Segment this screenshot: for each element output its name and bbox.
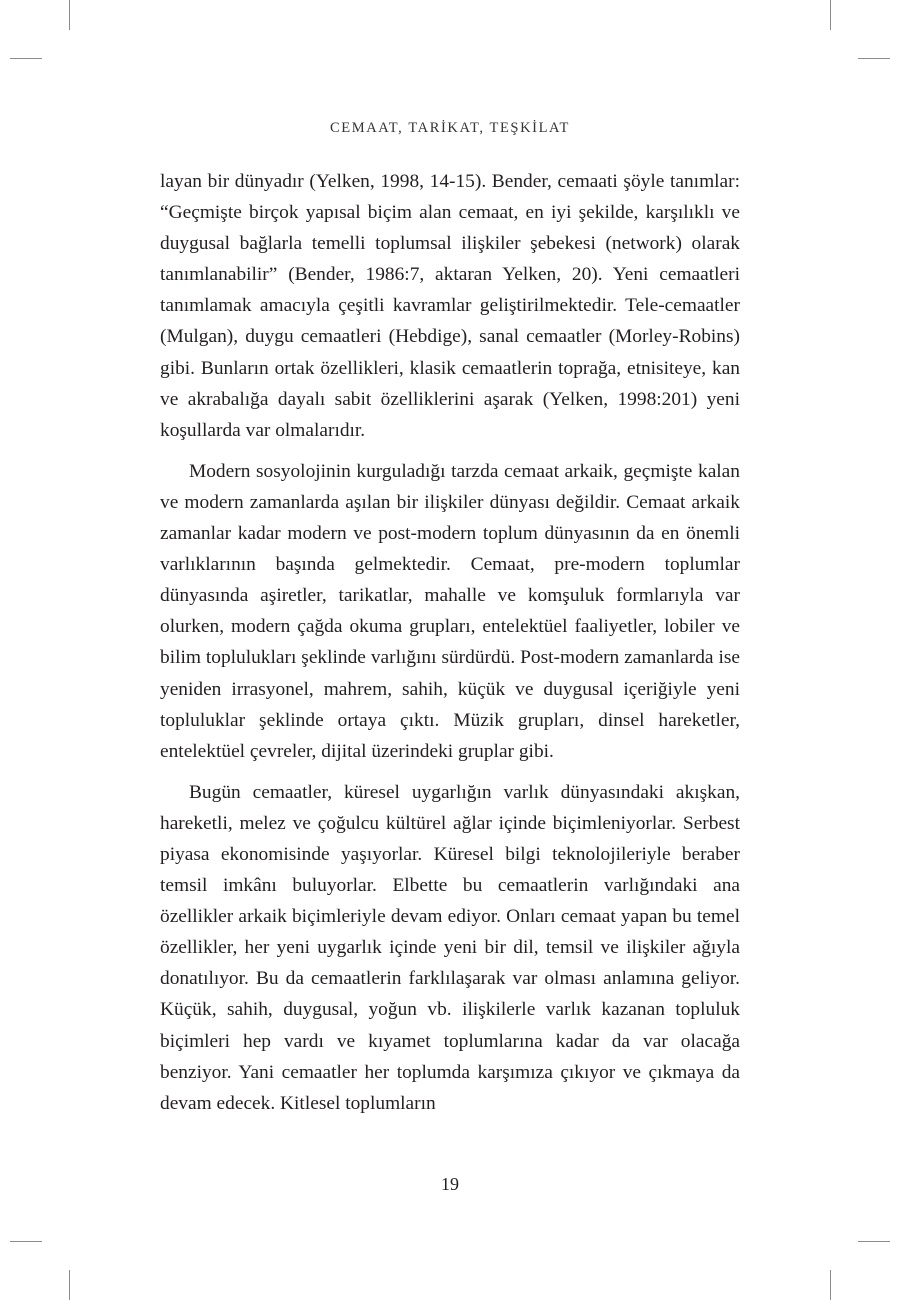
paragraph: Bugün cemaatler, küresel uygarlığın varlık dünyasındaki akışkan, hareketli, melez ve çoğulcu kültürel ağlar içinde biçimleniyorlar. Serbest piyasa ekonomisinde yaşıyorlar. Küresel bilgi teknolojileriyle beraber temsil imkânı buluyorlar. Elbette bu cemaatlerin varlığındaki ana özellikler arkaik biçimleriyle devam ediyor. Onları cemaat yapan bu temel özellikler, her yeni uygarlık içinde yeni bir dil, temsil ve ilişkiler ağıyla donatılıyor. Bu da cemaatlerin farklılaşarak var olması anlamına geliyor. Küçük, sahih, duygusal, yoğun vb. ilişkilerle varlık kazanan topluluk biçimleri hep vardı ve kıyamet toplumlarına kadar da var olacağa benziyor. Yani cemaatler her toplumda karşımıza çıkıyor ve çıkmaya da devam edecek. Kitlesel toplumların bbox=[160, 781, 740, 1114]
crop-mark-right-bottom bbox=[858, 1241, 890, 1242]
crop-mark-left-top bbox=[10, 58, 42, 59]
crop-mark-left-bottom bbox=[10, 1241, 42, 1242]
page-number: 19 bbox=[441, 1174, 459, 1194]
running-header: CEMAAT, TARİKAT, TEŞKİLAT bbox=[330, 120, 570, 136]
crop-mark-bottom-right bbox=[830, 1270, 831, 1300]
paragraph-continuation: layan bir dünyadır (Yelken, 1998, 14-15). Bender, cemaati şöyle tanımlar: “Geçmişte birçok yapısal biçim alan cemaat, en iyi şekilde, karşılıklı ve duygusal bağlarla temelli toplumsal ilişkiler şebekesi (network) olarak tanımlanabilir” (Bender, 1986:7, aktaran Yelken, 20). Yeni cemaatleri tanımlamak amacıyla çeşitli kavramlar geliştirilmektedir. Tele-cemaatler (Mulgan), duygu cemaatleri (Hebdige), sanal cemaatler (Morley-Robins) gibi. Bunların ortak özellikleri, klasik cemaatlerin toprağa, etnisiteye, kan ve akrabalığa dayalı sabit özelliklerini aşarak (Yelken, 1998:201) yeni koşullarda var olmalarıdır. bbox=[160, 171, 740, 441]
body-text bbox=[160, 166, 740, 1129]
crop-mark-right-top bbox=[858, 58, 890, 59]
crop-mark-bottom-left bbox=[69, 1270, 70, 1300]
paragraph: Modern sosyolojinin kurguladığı tarzda cemaat arkaik, geçmişte kalan ve modern zamanlarda aşılan bir ilişkiler dünyası değildir. Cemaat arkaik zamanlar kadar modern ve post-modern toplum dünyasının da en önemli varlıklarının başında gelmektedir. Cemaat, pre-modern toplumlar dünyasında aşiretler, tarikatlar, mahalle ve komşuluk formlarıyla var olurken, modern çağda okuma grupları, entelektüel faaliyetler, lobiler ve bilim toplulukları şeklinde varlığını sürdürdü. Post-modern zamanlarda ise yeniden irrasyonel, mahrem, sahih, küçük ve duygusal içeriğiyle yeni topluluklar şeklinde ortaya çıktı. Müzik grupları, dinsel hareketler, entelektüel çevreler, dijital üzerindeki gruplar gibi. bbox=[160, 460, 740, 762]
crop-mark-top-left bbox=[69, 0, 70, 30]
crop-mark-top-right bbox=[830, 0, 831, 30]
